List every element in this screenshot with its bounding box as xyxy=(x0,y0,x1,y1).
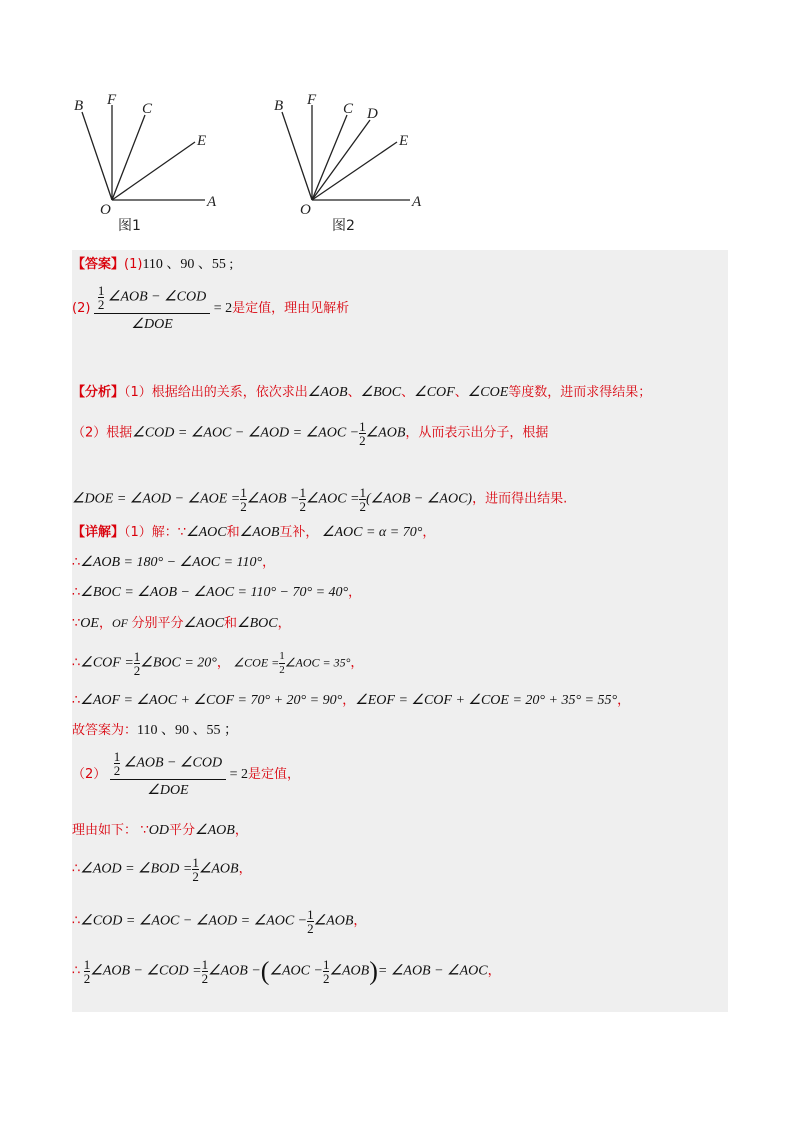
detail-l12-end: ， xyxy=(487,963,501,979)
answer-part1-prefix: (1) xyxy=(124,257,143,272)
ray-oe xyxy=(112,142,195,200)
fig1-point-c: C xyxy=(142,101,153,117)
fig2-point-e: E xyxy=(399,133,409,149)
detail-l1-angle-1: ∠AOC xyxy=(186,525,227,540)
analysis-l3-end: ，进而得出结果. xyxy=(472,491,568,507)
frac-d: 2 xyxy=(322,971,330,986)
figure-2 xyxy=(282,105,410,200)
analysis-l1-angle-4: ∠COE xyxy=(467,385,509,400)
detail-l1-angle-2: ∠AOB xyxy=(239,525,280,540)
detail-l1-end: ， xyxy=(422,525,436,540)
analysis-l2-text: （2）根据 xyxy=(72,425,133,441)
analysis-l1-angle-1: ∠AOB xyxy=(307,385,348,400)
detail-line-8 xyxy=(72,750,300,800)
frac-n: 1 xyxy=(133,649,141,664)
detail-tag: 【详解】 xyxy=(72,525,125,540)
detail-l10-math-2: ∠AOB xyxy=(198,861,239,877)
frac-d: 2 xyxy=(83,971,91,986)
analysis-l2-angle: ∠AOB xyxy=(365,425,406,441)
detail-line-10 xyxy=(72,856,252,883)
frac-n: 1 xyxy=(279,650,285,662)
frac-d: 2 xyxy=(240,499,247,514)
frac-n: 1 xyxy=(359,419,366,434)
detail-l6-math-1: ∠AOF = ∠AOC + ∠COF = 70° + 20° = 90° xyxy=(80,693,343,708)
detail-l5-math-3: ∠COE = xyxy=(233,655,280,670)
frac-d: 2 xyxy=(133,663,141,678)
detail-line-9 xyxy=(72,822,248,840)
detail-l4-angle-1: ∠AOC xyxy=(183,616,225,631)
analysis-l1-text: （1）根据给出的关系，依次求出 xyxy=(124,385,308,400)
fig2-point-o: O xyxy=(300,202,311,218)
because-symbol: ∵ xyxy=(140,823,149,838)
analysis-l1-angle-2: ∠BOC xyxy=(360,385,402,400)
detail-l10-math-1: ∠AOD = ∠BOD = xyxy=(80,861,193,877)
detail-l5-end: ， xyxy=(350,655,364,671)
ray-oc-2 xyxy=(312,115,347,200)
fig2-caption: 图2 xyxy=(332,218,355,234)
analysis-line-2 xyxy=(72,420,548,447)
answer-part2-prefix: (2) xyxy=(72,301,91,317)
detail-l9-text: 理由如下： xyxy=(72,823,138,838)
detail-l4-text: 分别平分 xyxy=(131,616,184,631)
answer-ratio-fraction xyxy=(94,284,210,334)
detail-l5-math-1: ∠COF = xyxy=(80,655,134,671)
detail-l4-end: ， xyxy=(277,616,291,631)
detail-l1-text-2: 互补， xyxy=(279,525,319,540)
detail-l9-angle: ∠AOB xyxy=(195,823,235,838)
frac-n: 1 xyxy=(201,957,209,972)
frac-d: 2 xyxy=(279,664,285,676)
analysis-line-1 xyxy=(72,384,651,402)
ray-oc xyxy=(112,115,145,200)
fig1-caption: 图1 xyxy=(118,218,141,234)
frac-n: 1 xyxy=(307,907,314,922)
analysis-l3-math-4: (∠AOB − ∠AOC) xyxy=(365,491,473,507)
detail-l2-end: ， xyxy=(262,555,276,570)
detail-l1-given: ∠AOC = α = 70° xyxy=(321,525,423,540)
frac-d: 2 xyxy=(192,869,199,884)
detail-l9-end: ， xyxy=(234,823,248,838)
detail-l3-math: ∠BOC = ∠AOB − ∠AOC = 110° − 70° = 40° xyxy=(80,585,349,600)
analysis-line-3 xyxy=(72,486,567,513)
open-paren: ( xyxy=(260,956,270,986)
analysis-l2-math: ∠COD = ∠AOC − ∠AOD = ∠AOC − xyxy=(132,425,360,441)
therefore-symbol: ∴ xyxy=(72,963,81,979)
answer-ratio-numerator: ∠AOB − ∠COD xyxy=(107,289,207,305)
detail-l12-math-3: ∠AOC − xyxy=(269,963,323,979)
answer-part2-text: 是定值，理由见解析 xyxy=(232,301,350,317)
answer-tag: 【答案】 xyxy=(72,257,125,272)
ray-ob xyxy=(82,112,112,200)
because-symbol: ∵ xyxy=(72,616,81,631)
analysis-l1-angle-3: ∠COF xyxy=(414,385,455,400)
fig1-point-o: O xyxy=(100,202,111,218)
frac-n: 1 xyxy=(192,855,199,870)
detail-l12-math-4: ∠AOB xyxy=(329,963,370,979)
detail-l9-bisects: 平分 xyxy=(169,823,196,838)
detail-l6-sep: ， xyxy=(342,693,356,708)
solution-panel xyxy=(72,250,728,1012)
fig1-point-a: A xyxy=(207,194,217,210)
detail-line-2 xyxy=(72,554,275,572)
detail-line-12 xyxy=(72,958,501,985)
detail-ratio-denominator: ∠DOE xyxy=(147,783,189,798)
detail-l12-math-2: ∠AOB − xyxy=(208,963,261,979)
detail-l11-math-2: ∠AOB xyxy=(313,913,354,929)
answer-ratio-denominator: ∠DOE xyxy=(131,317,173,332)
detail-l9-ray: OD xyxy=(148,823,170,838)
frac-n: 1 xyxy=(322,957,330,972)
analysis-l1-sep-2: 、 xyxy=(401,385,415,400)
figures-area xyxy=(60,90,440,240)
analysis-l3-math-1: ∠DOE = ∠AOD − ∠AOE = xyxy=(72,491,241,507)
detail-line-5 xyxy=(72,650,363,677)
detail-l4-and: 和 xyxy=(224,616,238,631)
ray-oe-2 xyxy=(312,142,397,200)
fig2-point-c: C xyxy=(343,101,354,117)
detail-l3-end: ， xyxy=(348,585,362,600)
frac-d: 2 xyxy=(359,499,366,514)
detail-l2-math: ∠AOB = 180° − ∠AOC = 110° xyxy=(80,555,263,570)
analysis-l1-sep-3: 、 xyxy=(454,385,468,400)
analysis-l3-math-2: ∠AOB − xyxy=(246,491,300,507)
answer-line-2 xyxy=(72,284,349,334)
therefore-symbol: ∴ xyxy=(72,913,81,929)
figure-1 xyxy=(82,105,205,200)
detail-l11-math-1: ∠COD = ∠AOC − ∠AOD = ∠AOC − xyxy=(80,913,308,929)
fig1-point-f: F xyxy=(107,92,117,108)
analysis-l1-sep-1: 、 xyxy=(347,385,361,400)
detail-ratio-numerator: ∠AOB − ∠COD xyxy=(123,755,223,771)
fig2-point-f: F xyxy=(307,92,317,108)
answer-ratio-value: = 2 xyxy=(213,301,233,317)
ray-od-2 xyxy=(312,120,370,200)
detail-ratio-fraction xyxy=(110,750,226,800)
detail-l6-math-2: ∠EOF = ∠COF + ∠COE = 20° + 35° = 55° xyxy=(355,693,618,708)
detail-line-1 xyxy=(72,524,435,542)
detail-l7-values: 110 、90 、55 ； xyxy=(137,723,238,738)
detail-l8-text: 是定值， xyxy=(248,767,301,783)
detail-l1-sep: 和 xyxy=(226,525,240,540)
detail-l8-prefix: （2） xyxy=(72,767,107,783)
detail-l5-math-2: ∠BOC = 20° xyxy=(140,655,217,671)
frac-d: 2 xyxy=(113,763,121,778)
fig2-point-d: D xyxy=(367,106,378,122)
frac-n: 1 xyxy=(113,749,121,764)
detail-l6-end: ， xyxy=(617,693,631,708)
detail-l12-math-1: ∠AOB − ∠COD = xyxy=(90,963,202,979)
detail-line-4 xyxy=(72,614,291,633)
fig2-point-b: B xyxy=(274,98,284,114)
frac-n: 1 xyxy=(359,485,366,500)
detail-l4-sep: ， xyxy=(98,616,112,631)
close-paren: ) xyxy=(369,956,378,986)
therefore-symbol: ∴ xyxy=(72,693,81,708)
therefore-symbol: ∴ xyxy=(72,861,81,877)
frac-d: 2 xyxy=(201,971,209,986)
detail-line-3 xyxy=(72,584,361,602)
angle-figures xyxy=(60,90,440,240)
answer-part1-values: 110 、90 、55 ; xyxy=(142,257,234,272)
frac-n: 1 xyxy=(299,485,306,500)
half-numerator: 1 xyxy=(97,283,105,298)
detail-line-11 xyxy=(72,908,366,935)
frac-d: 2 xyxy=(299,499,306,514)
analysis-l3-math-3: ∠AOC = xyxy=(305,491,360,507)
detail-l10-end: ， xyxy=(238,861,252,877)
ray-ob-2 xyxy=(282,112,312,200)
analysis-l2-end: ，从而表示出分子，根据 xyxy=(405,425,549,441)
frac-d: 2 xyxy=(307,921,314,936)
detail-l1-text: （1）解：∵ xyxy=(124,525,187,540)
detail-ratio-value: = 2 xyxy=(229,767,249,783)
detail-line-7 xyxy=(72,722,238,740)
answer-line-1 xyxy=(72,256,233,274)
frac-n: 1 xyxy=(240,485,247,500)
detail-l7-text: 故答案为： xyxy=(72,723,138,738)
therefore-symbol: ∴ xyxy=(72,585,81,600)
therefore-symbol: ∴ xyxy=(72,655,81,671)
frac-n: 1 xyxy=(83,957,91,972)
therefore-symbol: ∴ xyxy=(72,555,81,570)
analysis-tag: 【分析】 xyxy=(72,385,125,400)
detail-line-6 xyxy=(72,692,630,710)
detail-l4-ray-oe: OE xyxy=(80,616,99,631)
frac-d: 2 xyxy=(359,433,366,448)
fig2-point-a: A xyxy=(412,194,422,210)
detail-l5-math-4: ∠AOC = 35° xyxy=(284,655,351,670)
detail-l5-sep: ， xyxy=(216,655,230,671)
half-denominator: 2 xyxy=(97,297,105,312)
detail-l4-angle-2: ∠BOC xyxy=(237,616,278,631)
fig1-point-e: E xyxy=(197,133,207,149)
detail-l11-end: ， xyxy=(353,913,367,929)
detail-l12-math-5: = ∠AOB − ∠AOC xyxy=(377,963,488,979)
fig1-point-b: B xyxy=(74,98,84,114)
analysis-l1-end: 等度数，进而求得结果； xyxy=(508,385,652,400)
detail-l4-ray-of: OF xyxy=(111,616,128,630)
